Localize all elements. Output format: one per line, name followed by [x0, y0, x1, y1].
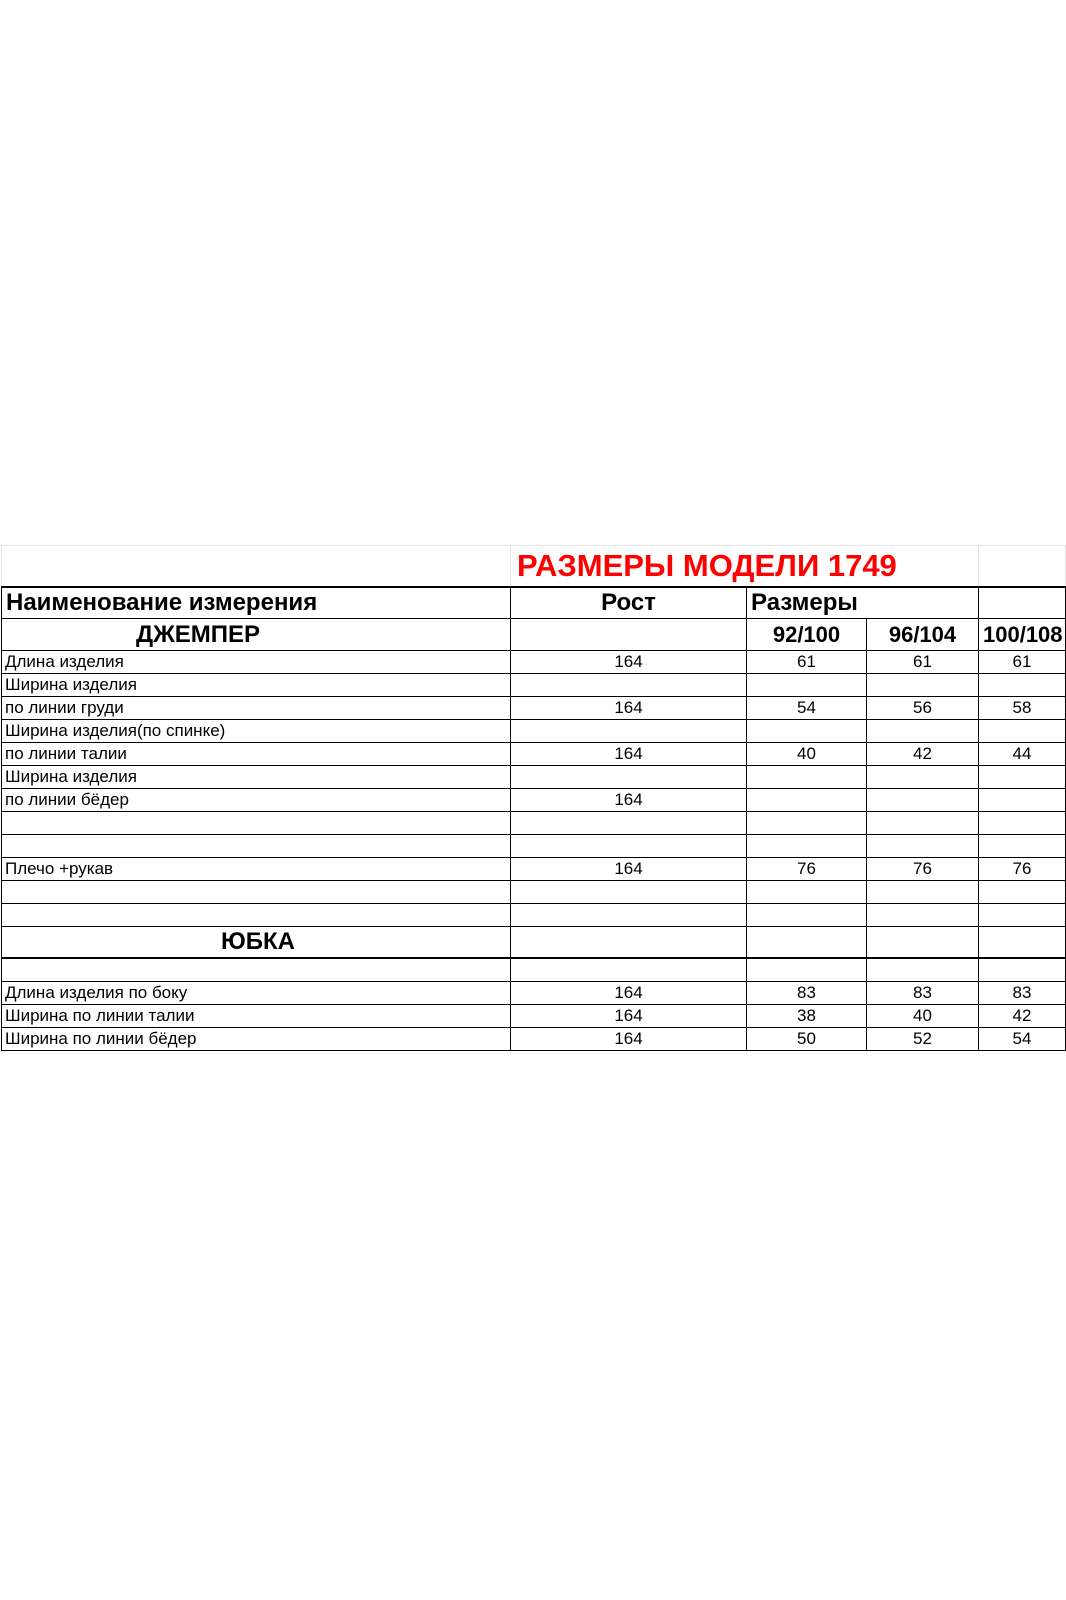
measurement-name: Ширина по линии талии [2, 1005, 511, 1028]
header-row [2, 587, 1066, 619]
size-1-value [747, 674, 867, 697]
rost-value: 164 [511, 1005, 747, 1028]
size-1-value [747, 835, 867, 858]
table-row [2, 720, 1066, 743]
rost-value [511, 720, 747, 743]
rost-value [511, 766, 747, 789]
size-1-value: 50 [747, 1028, 867, 1051]
size-2-value: 42 [867, 743, 979, 766]
sizes-column-header: Размеры [747, 587, 867, 619]
measurement-name [2, 812, 511, 835]
rost-value [511, 835, 747, 858]
size-3-value [979, 835, 1066, 858]
rost-value: 164 [511, 858, 747, 881]
size-2-value: 52 [867, 1028, 979, 1051]
size-1-value: 40 [747, 743, 867, 766]
size-96-104: 96/104 [867, 619, 979, 651]
measurement-name: Длина изделия [2, 651, 511, 674]
table-row [2, 904, 1066, 927]
size-2-value: 56 [867, 697, 979, 720]
size-chart [1, 545, 1065, 1051]
size-3-value: 83 [979, 982, 1066, 1005]
rost-value: 164 [511, 789, 747, 812]
size-3-value [979, 881, 1066, 904]
table-row [2, 1005, 1066, 1028]
measurement-name: Ширина изделия [2, 674, 511, 697]
size-3-value: 58 [979, 697, 1066, 720]
table-row [2, 789, 1066, 812]
size-2-value: 61 [867, 651, 979, 674]
size-3-value: 44 [979, 743, 1066, 766]
size-3-value [979, 720, 1066, 743]
size-1-value: 38 [747, 1005, 867, 1028]
measurement-name: по линии груди [2, 697, 511, 720]
size-2-value [867, 835, 979, 858]
size-100-108: 100/108 [979, 619, 1066, 651]
name-column-header: Наименование измерения [2, 587, 511, 619]
rost-value [511, 881, 747, 904]
size-3-value [979, 674, 1066, 697]
size-3-value: 76 [979, 858, 1066, 881]
size-92-100: 92/100 [747, 619, 867, 651]
size-1-value [747, 904, 867, 927]
table-row [2, 697, 1066, 720]
table-row [2, 674, 1066, 697]
size-3-value [979, 766, 1066, 789]
size-2-value [867, 720, 979, 743]
size-1-value: 83 [747, 982, 867, 1005]
table-row [2, 881, 1066, 904]
skirt-section-title: ЮБКА [2, 927, 511, 959]
table-row [2, 651, 1066, 674]
title-row [2, 546, 1066, 588]
size-1-value: 61 [747, 651, 867, 674]
size-3-value [979, 904, 1066, 927]
size-2-value [867, 766, 979, 789]
size-table [1, 545, 1066, 1051]
jumper-section-title: ДЖЕМПЕР [2, 619, 511, 651]
size-1-value [747, 720, 867, 743]
table-row [2, 743, 1066, 766]
table-row [2, 766, 1066, 789]
rost-value: 164 [511, 1028, 747, 1051]
measurement-name [2, 835, 511, 858]
size-2-value [867, 881, 979, 904]
size-1-value [747, 812, 867, 835]
size-3-value: 54 [979, 1028, 1066, 1051]
measurement-name: Длина изделия по боку [2, 982, 511, 1005]
jumper-section-row [2, 619, 1066, 651]
chart-title: РАЗМЕРЫ МОДЕЛИ 1749 [511, 546, 979, 588]
size-2-value [867, 958, 979, 982]
table-row [2, 835, 1066, 858]
rost-value: 164 [511, 743, 747, 766]
size-1-value [747, 789, 867, 812]
size-1-value: 54 [747, 697, 867, 720]
size-3-value [979, 812, 1066, 835]
measurement-name: по линии бёдер [2, 789, 511, 812]
measurement-name: Ширина изделия(по спинке) [2, 720, 511, 743]
size-3-value: 61 [979, 651, 1066, 674]
measurement-name: Плечо +рукав [2, 858, 511, 881]
size-3-value [979, 958, 1066, 982]
measurement-name [2, 904, 511, 927]
rost-column-header: Рост [511, 587, 747, 619]
measurement-name [2, 881, 511, 904]
size-2-value: 76 [867, 858, 979, 881]
table-row [2, 812, 1066, 835]
rost-value: 164 [511, 697, 747, 720]
table-row [2, 1028, 1066, 1051]
measurement-name: Ширина изделия [2, 766, 511, 789]
measurement-name [2, 958, 511, 982]
rost-value [511, 812, 747, 835]
size-1-value [747, 766, 867, 789]
size-3-value [979, 789, 1066, 812]
table-row [2, 982, 1066, 1005]
rost-value: 164 [511, 982, 747, 1005]
table-row [2, 858, 1066, 881]
measurement-name: Ширина по линии бёдер [2, 1028, 511, 1051]
size-2-value [867, 674, 979, 697]
table-row [2, 958, 1066, 982]
size-2-value [867, 789, 979, 812]
size-1-value: 76 [747, 858, 867, 881]
size-2-value: 40 [867, 1005, 979, 1028]
measurement-name: по линии талии [2, 743, 511, 766]
rost-value [511, 958, 747, 982]
size-2-value [867, 812, 979, 835]
rost-value [511, 674, 747, 697]
skirt-section-row [2, 927, 1066, 959]
size-2-value [867, 904, 979, 927]
rost-value [511, 904, 747, 927]
size-1-value [747, 958, 867, 982]
size-3-value: 42 [979, 1005, 1066, 1028]
size-2-value: 83 [867, 982, 979, 1005]
size-1-value [747, 881, 867, 904]
rost-value: 164 [511, 651, 747, 674]
